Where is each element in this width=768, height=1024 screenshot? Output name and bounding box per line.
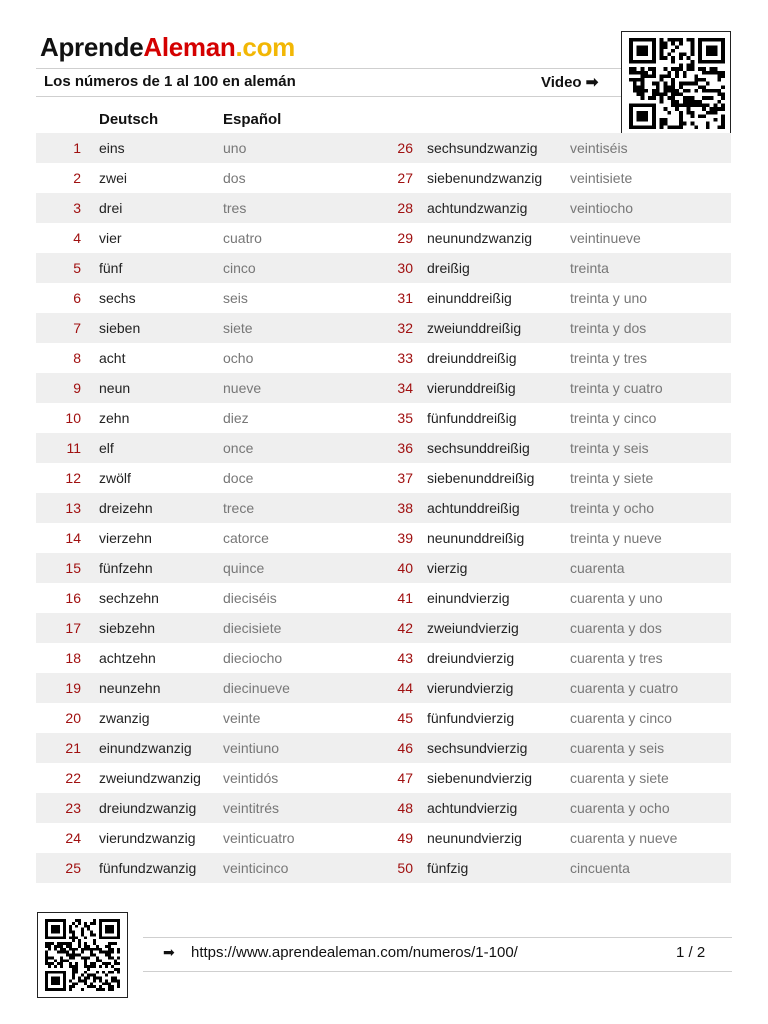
german-word-right: siebenundvierzig xyxy=(427,770,533,786)
german-word-right: fünfundvierzig xyxy=(427,710,515,726)
number-right: 49 xyxy=(397,830,413,846)
number-right: 43 xyxy=(397,650,413,666)
table-row xyxy=(36,493,731,523)
spanish-word-right: treinta y cinco xyxy=(570,410,657,426)
spanish-word-right: cuarenta y nueve xyxy=(570,830,678,846)
qr-code-page[interactable] xyxy=(37,912,128,998)
german-word-left: acht xyxy=(99,350,126,366)
number-right: 44 xyxy=(397,680,413,696)
table-row xyxy=(36,643,731,673)
german-word-right: vierundvierzig xyxy=(427,680,514,696)
german-word-left: sechs xyxy=(99,290,136,306)
german-word-right: neununddreißig xyxy=(427,530,525,546)
spanish-word-left: tres xyxy=(223,200,247,216)
table-row xyxy=(36,253,731,283)
german-word-right: dreiundvierzig xyxy=(427,650,515,666)
german-word-left: sieben xyxy=(99,320,141,336)
german-word-right: sechsundzwanzig xyxy=(427,140,538,156)
spanish-word-right: cuarenta y ocho xyxy=(570,800,670,816)
number-left: 24 xyxy=(65,830,81,846)
german-word-right: siebenundzwanzig xyxy=(427,170,543,186)
table-row xyxy=(36,343,731,373)
spanish-word-left: cuatro xyxy=(223,230,262,246)
spanish-word-right: treinta y ocho xyxy=(570,500,655,516)
german-word-left: achtzehn xyxy=(99,650,156,666)
german-word-right: einundvierzig xyxy=(427,590,510,606)
table-row xyxy=(36,223,731,253)
qr-code-video-icon xyxy=(629,38,725,129)
number-right: 30 xyxy=(397,260,413,276)
german-word-left: fünf xyxy=(99,260,123,276)
german-word-left: elf xyxy=(99,440,114,456)
number-left: 2 xyxy=(73,170,81,186)
logo-part-aprende: Aprende xyxy=(40,32,144,62)
number-left: 6 xyxy=(73,290,81,306)
table-row xyxy=(36,583,731,613)
german-word-left: einundzwanzig xyxy=(99,740,192,756)
spanish-word-left: veinte xyxy=(223,710,261,726)
spanish-word-right: treinta y cuatro xyxy=(570,380,663,396)
header-top-rule xyxy=(36,68,621,69)
number-right: 41 xyxy=(397,590,413,606)
number-left: 25 xyxy=(65,860,81,876)
german-word-right: siebenunddreißig xyxy=(427,470,535,486)
german-word-left: zwölf xyxy=(99,470,131,486)
number-left: 3 xyxy=(73,200,81,216)
number-left: 9 xyxy=(73,380,81,396)
spanish-word-left: dieciocho xyxy=(223,650,283,666)
number-right: 28 xyxy=(397,200,413,216)
table-row xyxy=(36,373,731,403)
spanish-word-left: veinticuatro xyxy=(223,830,295,846)
spanish-word-right: treinta xyxy=(570,260,609,276)
number-right: 26 xyxy=(397,140,413,156)
spanish-word-right: treinta y siete xyxy=(570,470,654,486)
number-left: 21 xyxy=(65,740,81,756)
number-right: 39 xyxy=(397,530,413,546)
number-left: 16 xyxy=(65,590,81,606)
german-word-left: vierzehn xyxy=(99,530,152,546)
german-word-left: dreizehn xyxy=(99,500,153,516)
number-left: 18 xyxy=(65,650,81,666)
german-word-right: einunddreißig xyxy=(427,290,512,306)
number-left: 13 xyxy=(65,500,81,516)
table-row xyxy=(36,463,731,493)
table-row xyxy=(36,313,731,343)
spanish-word-right: treinta y seis xyxy=(570,440,649,456)
number-right: 40 xyxy=(397,560,413,576)
table-row xyxy=(36,133,731,163)
table-row xyxy=(36,673,731,703)
number-left: 5 xyxy=(73,260,81,276)
german-word-right: vierzig xyxy=(427,560,468,576)
spanish-word-left: siete xyxy=(223,320,253,336)
number-left: 8 xyxy=(73,350,81,366)
header-bottom-rule xyxy=(36,96,621,97)
german-word-right: neunundvierzig xyxy=(427,830,522,846)
german-word-right: achtundzwanzig xyxy=(427,200,528,216)
arrow-right-icon: ➡ xyxy=(163,944,175,960)
logo-part-com: .com xyxy=(235,32,295,62)
spanish-word-right: treinta y nueve xyxy=(570,530,662,546)
spanish-word-right: cincuenta xyxy=(570,860,630,876)
number-left: 14 xyxy=(65,530,81,546)
german-word-left: fünfzehn xyxy=(99,560,153,576)
spanish-word-right: cuarenta y dos xyxy=(570,620,662,636)
number-right: 35 xyxy=(397,410,413,426)
spanish-word-left: once xyxy=(223,440,254,456)
german-word-left: zwei xyxy=(99,170,128,186)
number-left: 15 xyxy=(65,560,81,576)
table-row xyxy=(36,193,731,223)
german-word-right: zweiunddreißig xyxy=(427,320,522,336)
table-row xyxy=(36,163,731,193)
number-left: 17 xyxy=(65,620,81,636)
table-row xyxy=(36,613,731,643)
german-word-left: vierundzwanzig xyxy=(99,830,196,846)
number-left: 19 xyxy=(65,680,81,696)
number-right: 36 xyxy=(397,440,413,456)
column-header-espanol: Español xyxy=(223,111,282,128)
german-word-right: dreiunddreißig xyxy=(427,350,517,366)
table-row xyxy=(36,823,731,853)
spanish-word-left: doce xyxy=(223,470,254,486)
german-word-right: sechsundvierzig xyxy=(427,740,528,756)
number-left: 4 xyxy=(73,230,81,246)
spanish-word-left: diecinueve xyxy=(223,680,290,696)
number-left: 20 xyxy=(65,710,81,726)
spanish-word-left: nueve xyxy=(223,380,262,396)
spanish-word-right: treinta y dos xyxy=(570,320,647,336)
german-word-right: achtunddreißig xyxy=(427,500,520,516)
table-row xyxy=(36,433,731,463)
spanish-word-left: dos xyxy=(223,170,246,186)
number-right: 37 xyxy=(397,470,413,486)
spanish-word-right: cuarenta y siete xyxy=(570,770,669,786)
spanish-word-right: treinta y tres xyxy=(570,350,648,366)
spanish-word-left: diez xyxy=(223,410,249,426)
german-word-left: vier xyxy=(99,230,122,246)
spanish-word-left: ocho xyxy=(223,350,254,366)
number-right: 32 xyxy=(397,320,413,336)
german-word-left: zwanzig xyxy=(99,710,150,726)
german-word-left: fünfundzwanzig xyxy=(99,860,197,876)
german-word-left: sechzehn xyxy=(99,590,159,606)
table-row xyxy=(36,553,731,583)
number-left: 7 xyxy=(73,320,81,336)
german-word-right: fünfzig xyxy=(427,860,469,876)
number-left: 22 xyxy=(65,770,81,786)
footer-bottom-rule xyxy=(143,971,732,972)
spanish-word-right: veintiocho xyxy=(570,200,634,216)
number-right: 31 xyxy=(397,290,413,306)
spanish-word-left: dieciséis xyxy=(223,590,277,606)
german-word-left: zweiundzwanzig xyxy=(99,770,201,786)
spanish-word-right: veintiséis xyxy=(570,140,628,156)
page-indicator: 1 / 2 xyxy=(676,944,706,961)
table-row xyxy=(36,763,731,793)
spanish-word-right: cuarenta y uno xyxy=(570,590,663,606)
number-right: 33 xyxy=(397,350,413,366)
column-header-deutsch: Deutsch xyxy=(99,111,159,128)
spanish-word-left: uno xyxy=(223,140,247,156)
number-right: 29 xyxy=(397,230,413,246)
number-left: 23 xyxy=(65,800,81,816)
spanish-word-left: seis xyxy=(223,290,248,306)
video-link[interactable]: Video ➡ xyxy=(541,74,599,91)
number-right: 47 xyxy=(397,770,413,786)
spanish-word-left: cinco xyxy=(223,260,256,276)
table-row xyxy=(36,733,731,763)
number-left: 10 xyxy=(65,410,81,426)
german-word-right: sechsunddreißig xyxy=(427,440,530,456)
spanish-word-right: veintinueve xyxy=(570,230,641,246)
table-row xyxy=(36,703,731,733)
number-right: 45 xyxy=(397,710,413,726)
spanish-word-left: diecisiete xyxy=(223,620,282,636)
number-left: 12 xyxy=(65,470,81,486)
table-row xyxy=(36,523,731,553)
number-left: 1 xyxy=(73,140,81,156)
numbers-table xyxy=(36,133,731,883)
german-word-left: siebzehn xyxy=(99,620,156,636)
spanish-word-right: cuarenta xyxy=(570,560,625,576)
number-right: 27 xyxy=(397,170,413,186)
spanish-word-left: quince xyxy=(223,560,265,576)
number-left: 11 xyxy=(66,440,81,456)
table-row xyxy=(36,793,731,823)
german-word-left: neunzehn xyxy=(99,680,161,696)
spanish-word-left: veintitrés xyxy=(223,800,280,816)
site-logo[interactable] xyxy=(40,30,295,64)
german-word-left: dreiundzwanzig xyxy=(99,800,197,816)
qr-code-video[interactable] xyxy=(621,31,731,134)
table-row xyxy=(36,283,731,313)
spanish-word-right: veintisiete xyxy=(570,170,633,186)
spanish-word-right: cuarenta y seis xyxy=(570,740,665,756)
german-word-right: achtundvierzig xyxy=(427,800,518,816)
german-word-right: zweiundvierzig xyxy=(427,620,519,636)
spanish-word-right: cuarenta y cinco xyxy=(570,710,672,726)
spanish-word-right: cuarenta y tres xyxy=(570,650,663,666)
number-right: 42 xyxy=(397,620,413,636)
footer-top-rule xyxy=(143,937,732,938)
number-right: 50 xyxy=(397,860,413,876)
spanish-word-left: veinticinco xyxy=(223,860,289,876)
page-title: Los números de 1 al 100 en alemán xyxy=(44,73,296,90)
german-word-right: dreißig xyxy=(427,260,470,276)
logo-part-aleman: Aleman xyxy=(143,32,236,62)
spanish-word-right: treinta y uno xyxy=(570,290,648,306)
german-word-left: drei xyxy=(99,200,123,216)
german-word-left: zehn xyxy=(99,410,130,426)
spanish-word-left: veintiuno xyxy=(223,740,280,756)
german-word-right: fünfunddreißig xyxy=(427,410,517,426)
spanish-word-right: cuarenta y cuatro xyxy=(570,680,679,696)
table-row xyxy=(36,853,731,883)
german-word-left: neun xyxy=(99,380,131,396)
number-right: 38 xyxy=(397,500,413,516)
number-right: 46 xyxy=(397,740,413,756)
footer-url-link[interactable]: https://www.aprendealeman.com/numeros/1-100/ xyxy=(191,944,518,961)
number-right: 34 xyxy=(397,380,413,396)
qr-code-page-icon xyxy=(45,919,120,991)
spanish-word-left: veintidós xyxy=(223,770,279,786)
spanish-word-left: trece xyxy=(223,500,255,516)
spanish-word-left: catorce xyxy=(223,530,269,546)
german-word-right: neunundzwanzig xyxy=(427,230,533,246)
german-word-left: eins xyxy=(99,140,125,156)
table-row xyxy=(36,403,731,433)
german-word-right: vierunddreißig xyxy=(427,380,516,396)
number-right: 48 xyxy=(397,800,413,816)
